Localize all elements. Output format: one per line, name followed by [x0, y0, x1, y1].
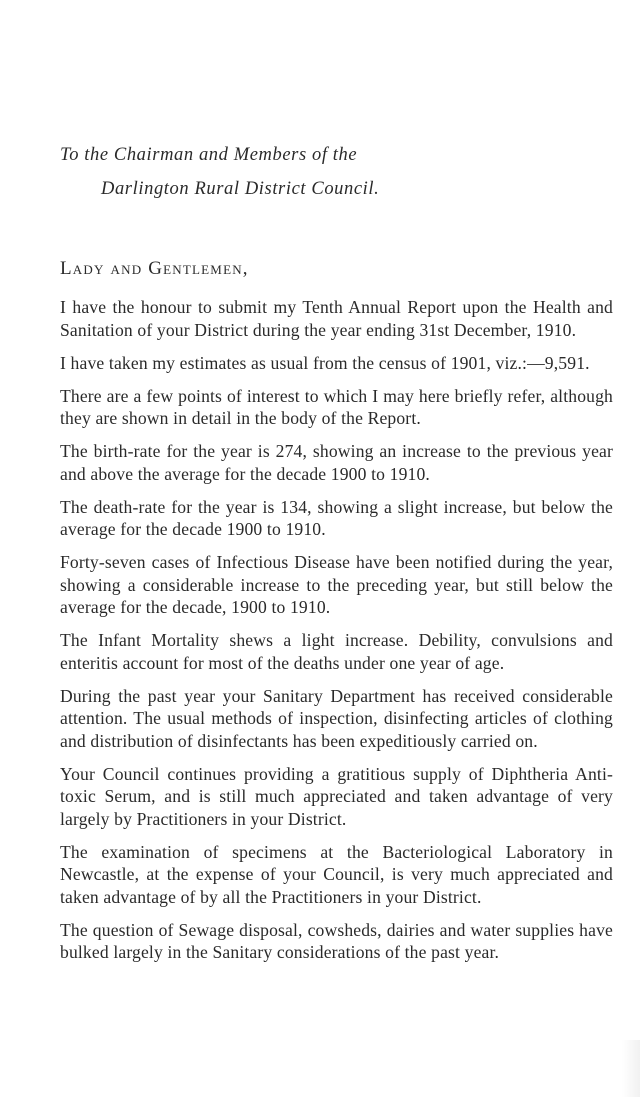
paragraph-census-estimate: I have taken my estimates as usual from the census of 1901, viz.:—9,591.: [60, 352, 590, 373]
address-block: [60, 143, 379, 201]
paragraph-sewage-disposal: The question of Sewage disposal, cowsheds, dairies and water supplies have bulked largely in the Sanitary considerations of the past year.: [60, 919, 613, 962]
paragraph-diphtheria-serum: Your Council continues providing a gratitious supply of Diphtheria Anti-toxic Serum, and is still much appreciated and taken advantage of very largely by Practitioners in your District.: [60, 763, 613, 829]
paragraph-death-rate: The death-rate for the year is 134, showing a slight increase, but below the average for the decade 1900 to 1910.: [60, 496, 613, 539]
paragraph-bacteriological-laboratory: The examination of specimens at the Bacteriological Laboratory in Newcastle, at the expense of your Council, is very much appreciated and taken advantage of by all the Practitioners in your District.: [60, 841, 613, 907]
paragraph-birth-rate: The birth-rate for the year is 274, showing an increase to the previous year and above the average for the decade 1900 to 1910.: [60, 441, 613, 484]
paragraph-infectious-disease: Forty-seven cases of Infectious Disease have been notified during the year, showing a considerable increase to the preceding year, but still below the average for the decade, 1900 to 1910.: [60, 552, 613, 617]
address-line-council: Darlington Rural District Council.: [101, 179, 380, 199]
greeting: Lady and Gentlemen,: [60, 258, 249, 279]
paragraph-sanitary-department: During the past year your Sanitary Department has received considerable attention. The usual methods of inspection, disinfecting articles of clothing and distribution of disinfectants has been expeditiously carried on.: [60, 685, 613, 751]
paragraph-annual-report: I have the honour to submit my Tenth Annual Report upon the Health and Sanitation of your District during the year ending 31st December, 1910.: [60, 297, 613, 340]
paragraph-infant-mortality: The Infant Mortality shews a light increase. Debility, convulsions and enteritis account for most of the deaths under one year of age.: [60, 630, 613, 673]
report-body: [60, 296, 613, 964]
paragraph-points-of-interest: There are a few points of interest to which I may here briefly refer, although they are shown in detail in the body of the Report.: [60, 385, 613, 428]
page-edge-shadow: [622, 1040, 640, 1097]
address-line-chairman: To the Chairman and Members of the: [60, 145, 358, 165]
